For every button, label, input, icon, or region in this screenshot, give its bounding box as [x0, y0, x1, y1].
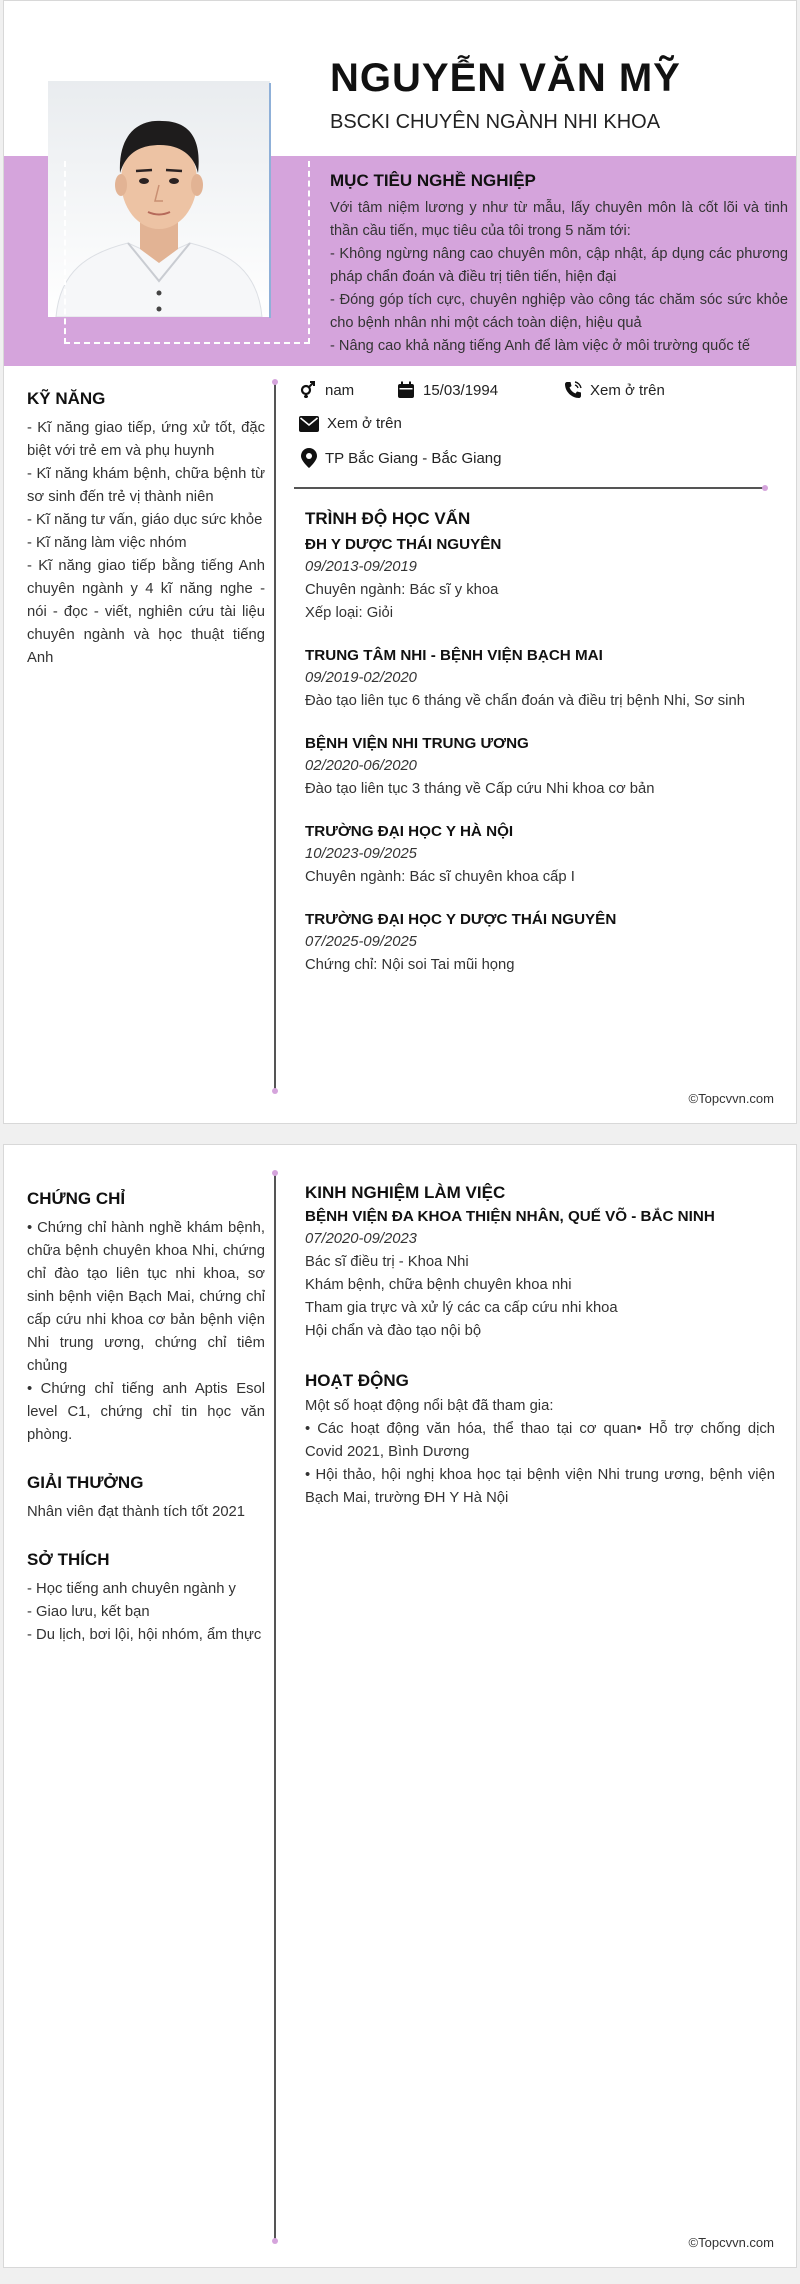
skills-section	[27, 389, 265, 670]
email-value: Xem ở trên	[327, 415, 402, 432]
objective-line: - Nâng cao khả năng tiếng Anh để làm việc ở môi trường quốc tế	[330, 338, 750, 354]
hobbies-heading: SỞ THÍCH	[27, 1550, 110, 1569]
phone-value: Xem ở trên	[590, 381, 665, 399]
education-detail: Đào tạo liên tục 3 tháng về Cấp cứu Nhi khoa cơ bản	[305, 781, 655, 797]
phone-icon	[564, 381, 582, 399]
objective-heading: MỤC TIÊU NGHỀ NGHIỆP	[330, 171, 536, 190]
hobby-item: - Giao lưu, kết bạn	[27, 1604, 150, 1620]
objective-line: - Đóng góp tích cực, chuyên nghiệp vào công tác chăm sóc sức khỏe cho bệnh nhân nhi một cách toàn diện, hiệu quả	[330, 292, 788, 331]
company-name: BỆNH VIỆN ĐA KHOA THIỆN NHÂN, QUẾ VÕ - BẮC NINH	[305, 1208, 715, 1225]
hobbies-section	[27, 1550, 265, 1647]
dob-value: 15/03/1994	[423, 381, 499, 399]
experience-detail: Hội chẩn và đào tạo nội bộ	[305, 1323, 482, 1339]
certificate-item: • Chứng chỉ hành nghề khám bệnh, chữa bệnh chuyên khoa Nhi, chứng chỉ đào tạo liên tục nhi khoa, sơ sinh bệnh viện Bạch Mai, chứng chỉ cấp cứu nhi khoa cơ bản bệnh viện Nhi trung ương, chứng chỉ tiêm chủng	[27, 1220, 265, 1374]
activities-heading: HOẠT ĐỘNG	[305, 1371, 409, 1390]
education-entry	[305, 644, 775, 713]
photo-dashed-frame	[64, 161, 310, 344]
education-entry	[305, 732, 775, 801]
divider-dot	[272, 379, 278, 385]
skill-item: - Kĩ năng giao tiếp bằng tiếng Anh chuyên ngành y 4 kĩ năng nghe - nói - đọc - viết, nghiên cứu tài liệu chuyên ngành và học thuật tiếng Anh	[27, 558, 265, 666]
mail-icon	[299, 416, 319, 432]
education-detail: Xếp loại: Giỏi	[305, 605, 394, 621]
experience-detail: Khám bệnh, chữa bệnh chuyên khoa nhi	[305, 1277, 572, 1293]
education-entry	[305, 908, 775, 977]
cv-page-2	[3, 1144, 797, 2268]
education-heading: TRÌNH ĐỘ HỌC VẤN	[305, 509, 471, 528]
experience-section	[305, 1183, 775, 1343]
contact-divider	[294, 487, 764, 489]
column-divider	[274, 381, 276, 1091]
activity-item: • Hội thảo, hội nghị khoa học tại bệnh viện Nhi trung ương, bệnh viện Bạch Mai, trường ĐH Y Hà Nội	[305, 1467, 775, 1506]
school-name: TRƯỜNG ĐẠI HỌC Y DƯỢC THÁI NGUYÊN	[305, 911, 617, 928]
phone-info	[564, 381, 665, 399]
job-title: BSCKI CHUYÊN NGÀNH NHI KHOA	[330, 111, 661, 133]
certificates-section	[27, 1189, 265, 1447]
activity-item: Một số hoạt động nổi bật đã tham gia:	[305, 1398, 554, 1414]
skill-item: - Kĩ năng khám bệnh, chữa bệnh từ sơ sinh đến trẻ vị thành niên	[27, 466, 265, 505]
awards-section	[27, 1473, 265, 1524]
award-item: Nhân viên đạt thành tích tốt 2021	[27, 1504, 246, 1520]
education-detail: Chuyên ngành: Bác sĩ chuyên khoa cấp I	[305, 869, 575, 885]
full-name: NGUYỄN VĂN MỸ	[330, 56, 681, 100]
education-entry	[305, 533, 775, 625]
experience-detail: Bác sĩ điều trị - Khoa Nhi	[305, 1254, 469, 1270]
watermark: ©Topcvvn.com	[688, 1091, 774, 1106]
education-date: 07/2025-09/2025	[305, 934, 417, 950]
school-name: TRUNG TÂM NHI - BỆNH VIỆN BẠCH MAI	[305, 647, 603, 664]
hobby-item: - Học tiếng anh chuyên ngành y	[27, 1581, 236, 1597]
education-section	[305, 509, 775, 996]
experience-detail: Tham gia trực và xử lý các ca cấp cứu nhi khoa	[305, 1300, 618, 1316]
watermark: ©Topcvvn.com	[688, 2235, 774, 2250]
divider-dot	[272, 2238, 278, 2244]
school-name: ĐH Y DƯỢC THÁI NGUYÊN	[305, 536, 502, 553]
cv-page-1	[3, 0, 797, 1124]
divider-dot	[272, 1170, 278, 1176]
address-info	[301, 448, 501, 468]
gender-icon	[299, 381, 317, 399]
experience-date: 07/2020-09/2023	[305, 1231, 417, 1247]
activities-section	[305, 1371, 775, 1510]
address-value: TP Bắc Giang - Bắc Giang	[325, 449, 502, 467]
awards-heading: GIẢI THƯỞNG	[27, 1473, 144, 1492]
hobby-item: - Du lịch, bơi lội, hội nhóm, ẩm thực	[27, 1627, 262, 1643]
location-pin-icon	[301, 448, 317, 468]
education-date: 02/2020-06/2020	[305, 758, 417, 774]
calendar-icon	[397, 381, 415, 399]
certificate-item: • Chứng chỉ tiếng anh Aptis Esol level C1, chứng chỉ tin học văn phòng.	[27, 1381, 265, 1443]
left-column	[27, 1189, 265, 1647]
divider-dot	[272, 1088, 278, 1094]
divider-dot	[762, 485, 768, 491]
skills-heading: KỸ NĂNG	[27, 389, 106, 408]
dob-info	[397, 381, 498, 399]
right-column	[305, 1183, 775, 1510]
activity-item: • Các hoạt động văn hóa, thể thao tại cơ quan• Hỗ trợ chống dịch Covid 2021, Bình Dương	[305, 1421, 775, 1460]
skill-item: - Kĩ năng tư vấn, giáo dục sức khỏe	[27, 512, 263, 528]
experience-entry	[305, 1205, 775, 1343]
education-date: 09/2019-02/2020	[305, 670, 417, 686]
email-info	[299, 415, 402, 432]
education-detail: Chuyên ngành: Bác sĩ y khoa	[305, 582, 499, 598]
education-date: 09/2013-09/2019	[305, 559, 417, 575]
school-name: BỆNH VIỆN NHI TRUNG ƯƠNG	[305, 735, 529, 752]
skill-item: - Kĩ năng giao tiếp, ứng xử tốt, đặc biệt với trẻ em và phụ huynh	[27, 420, 265, 459]
education-entry	[305, 820, 775, 889]
education-detail: Đào tạo liên tục 6 tháng về chẩn đoán và điều trị bệnh Nhi, Sơ sinh	[305, 693, 745, 709]
skill-item: - Kĩ năng làm việc nhóm	[27, 535, 187, 551]
school-name: TRƯỜNG ĐẠI HỌC Y HÀ NỘI	[305, 823, 514, 840]
gender-value: nam	[325, 381, 355, 399]
gender-info	[299, 381, 354, 399]
objective-section	[330, 171, 788, 358]
certificates-heading: CHỨNG CHỈ	[27, 1189, 126, 1208]
experience-heading: KINH NGHIỆM LÀM VIỆC	[305, 1183, 506, 1202]
objective-line: - Không ngừng nâng cao chuyên môn, cập nhật, áp dụng các phương pháp chẩn đoán và điều trị tiên tiến, hiện đại	[330, 246, 788, 285]
education-detail: Chứng chỉ: Nội soi Tai mũi họng	[305, 957, 515, 973]
education-date: 10/2023-09/2025	[305, 846, 417, 862]
column-divider	[274, 1173, 276, 2241]
objective-line: Với tâm niệm lương y như từ mẫu, lấy chuyên môn là cốt lõi và tinh thần cầu tiến, mục tiêu của tôi trong 5 năm tới:	[330, 200, 788, 239]
